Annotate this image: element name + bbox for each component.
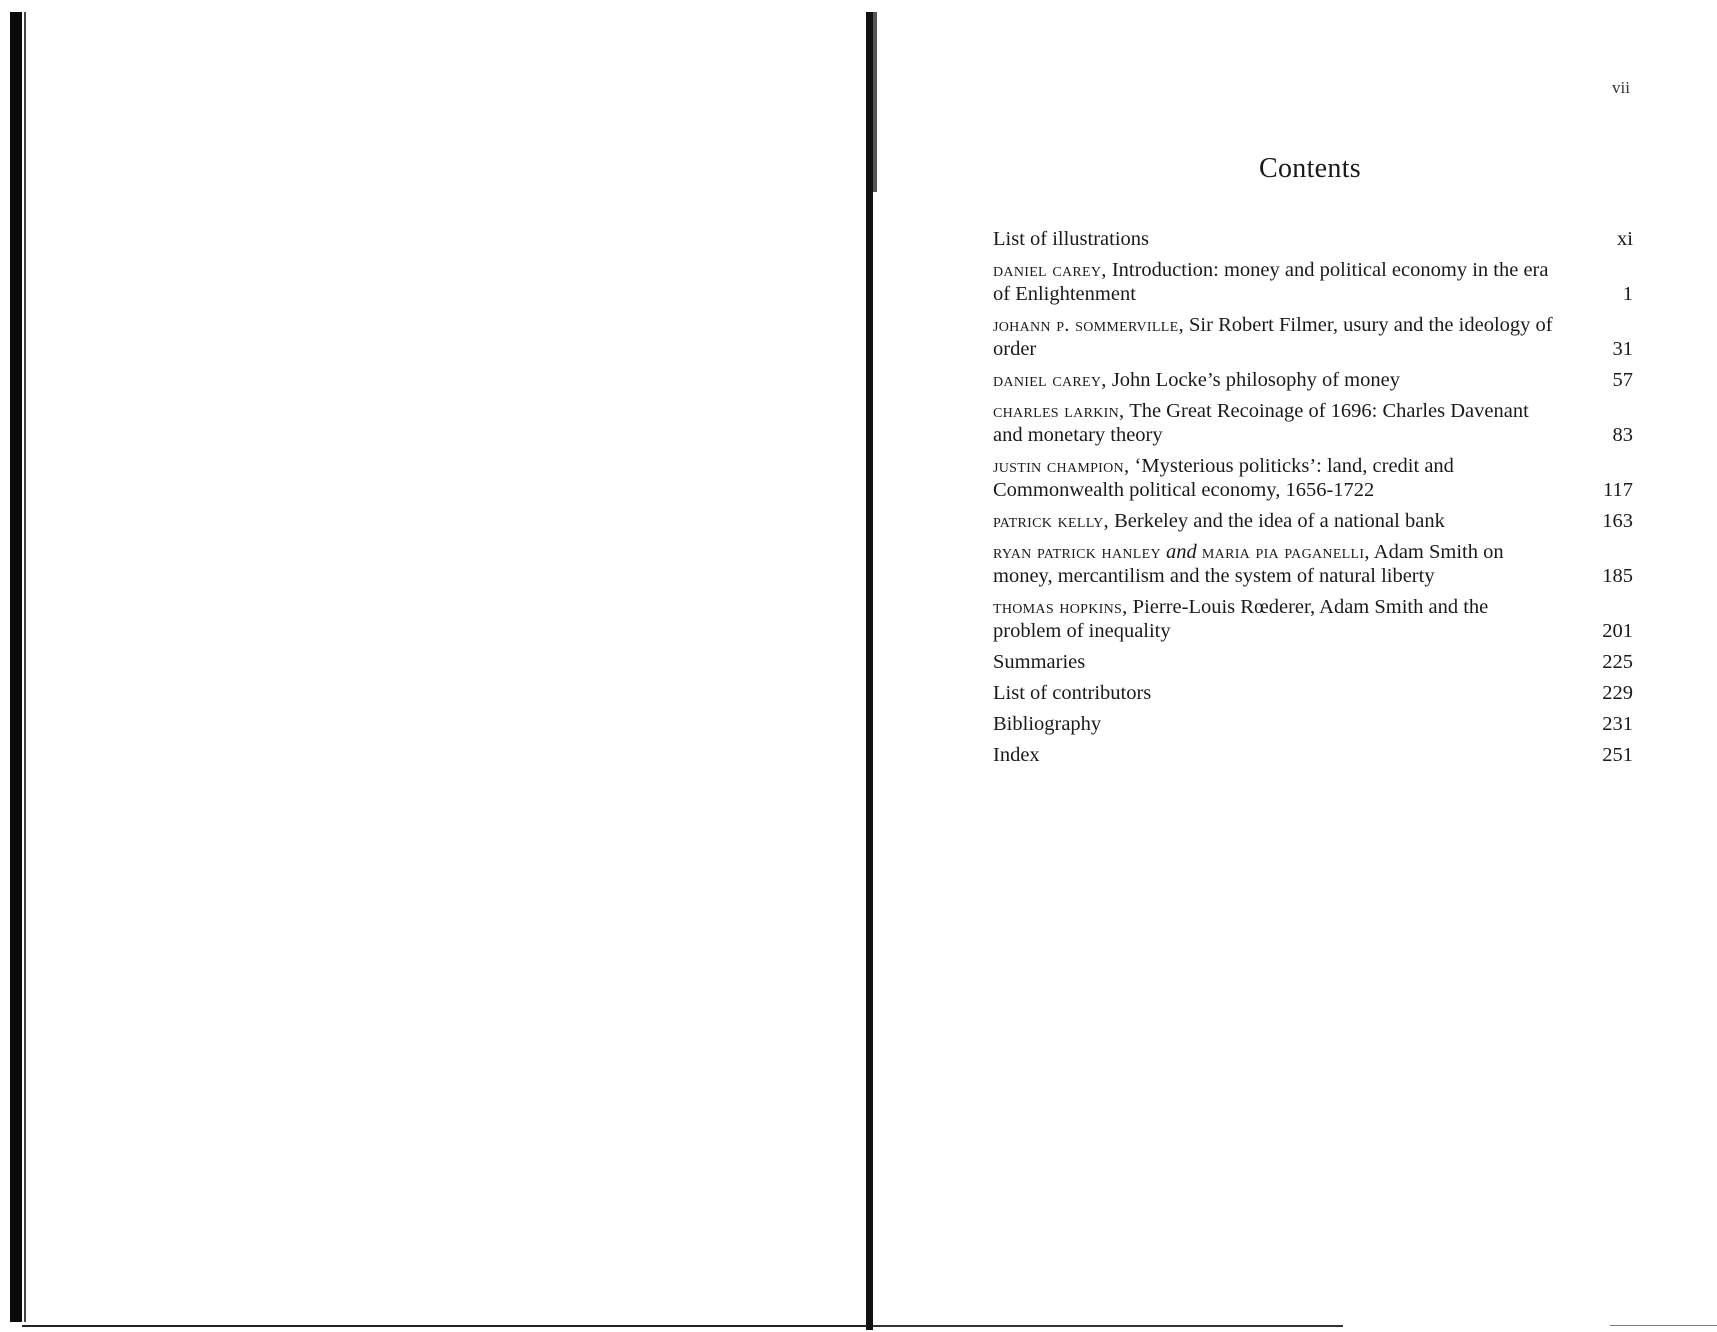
toc-entry	[993, 595, 1633, 643]
toc-entry	[993, 258, 1633, 306]
toc-entry	[993, 399, 1633, 447]
toc-entry-page: 231	[1602, 713, 1633, 735]
toc-entry-author: ryan patrick hanley	[993, 541, 1161, 563]
toc-entry-author: justin champion,	[993, 455, 1130, 477]
toc-entry	[993, 650, 1633, 674]
toc-entry-page: 163	[1602, 510, 1633, 532]
toc-entry-title: The Great Recoinage of 1696: Charles Davenant and monetary theory	[993, 400, 1529, 446]
toc-entry	[993, 509, 1633, 533]
toc-entry-page: 201	[1602, 620, 1633, 642]
toc-entry-page: 251	[1602, 744, 1633, 766]
toc-entry-title: Sir Robert Filmer, usury and the ideology of order	[993, 314, 1553, 360]
toc-entry-title: List of illustrations	[993, 228, 1150, 250]
book-gutter	[866, 12, 873, 1330]
toc-entry-author: thomas hopkins,	[993, 596, 1128, 618]
toc-entry-text	[993, 595, 1558, 643]
toc-entry-title: Index	[993, 744, 1040, 766]
left-page-edge-shadow	[24, 12, 26, 1322]
toc-entry-page: 229	[1602, 682, 1633, 704]
left-page-edge	[10, 12, 22, 1322]
toc-entry-author: johann p. sommerville,	[993, 314, 1184, 336]
toc-entry-text	[993, 712, 1558, 736]
toc-entry-text	[993, 399, 1558, 447]
page-title: Contents	[1259, 153, 1361, 184]
toc-entry-title: Bibliography	[993, 713, 1102, 735]
toc-entry-text	[993, 540, 1558, 588]
toc-entry-page: 225	[1602, 651, 1633, 673]
toc-entry-title: Introduction: money and political economy in the era of Enlightenment	[993, 259, 1549, 305]
toc-entry-page: 83	[1612, 424, 1633, 446]
toc-entry	[993, 681, 1633, 705]
toc-entry-author: charles larkin,	[993, 400, 1125, 422]
toc-entry-title: John Locke’s philosophy of money	[1111, 369, 1400, 391]
toc-entry-text	[993, 650, 1558, 674]
bottom-edge-right-end	[1610, 1325, 1717, 1326]
toc-entry-text	[993, 743, 1558, 767]
toc-entry-title: ‘Mysterious politicks’: land, credit and Commonwealth political economy, 1656-1722	[993, 455, 1454, 501]
toc-entry-page: 31	[1612, 338, 1633, 360]
toc-entry-text	[993, 227, 1558, 251]
toc-entry	[993, 540, 1633, 588]
toc-entry-author: patrick kelly,	[993, 510, 1109, 532]
toc-entry	[993, 712, 1633, 736]
toc-entry-title: Summaries	[993, 651, 1086, 673]
toc-entry-page: 185	[1602, 565, 1633, 587]
gutter-shadow	[873, 12, 877, 192]
toc-entry-text	[993, 258, 1558, 306]
toc-entry-text	[993, 681, 1558, 705]
toc-entry-page: 57	[1612, 369, 1633, 391]
toc-entry-author: daniel carey,	[993, 259, 1107, 281]
toc-entry-page: 117	[1603, 479, 1633, 501]
table-of-contents	[993, 227, 1633, 774]
toc-entry-author: daniel carey,	[993, 369, 1107, 391]
toc-entry-text	[993, 454, 1558, 502]
toc-entry	[993, 227, 1633, 251]
toc-entry	[993, 454, 1633, 502]
toc-entry-page: 1	[1622, 283, 1633, 305]
toc-entry-conjunction: and	[1166, 541, 1197, 563]
toc-entry-text	[993, 313, 1558, 361]
toc-entry-title: Adam Smith on money, mercantilism and the system of natural liberty	[993, 541, 1504, 587]
page-number: vii	[1612, 78, 1630, 97]
toc-entry-text	[993, 509, 1558, 533]
toc-entry-page: xi	[1617, 228, 1633, 250]
toc-entry-author: maria pia paganelli,	[1201, 541, 1370, 563]
toc-entry	[993, 313, 1633, 361]
bottom-edge-left	[22, 1325, 867, 1327]
toc-entry	[993, 368, 1633, 392]
toc-entry-title: List of contributors	[993, 682, 1152, 704]
toc-entry-title: Berkeley and the idea of a national bank	[1114, 510, 1445, 532]
toc-entry-title: Pierre-Louis Rœderer, Adam Smith and the problem of inequality	[993, 596, 1489, 642]
toc-entry	[993, 743, 1633, 767]
bottom-edge-right	[873, 1325, 1343, 1327]
toc-entry-text	[993, 368, 1558, 392]
